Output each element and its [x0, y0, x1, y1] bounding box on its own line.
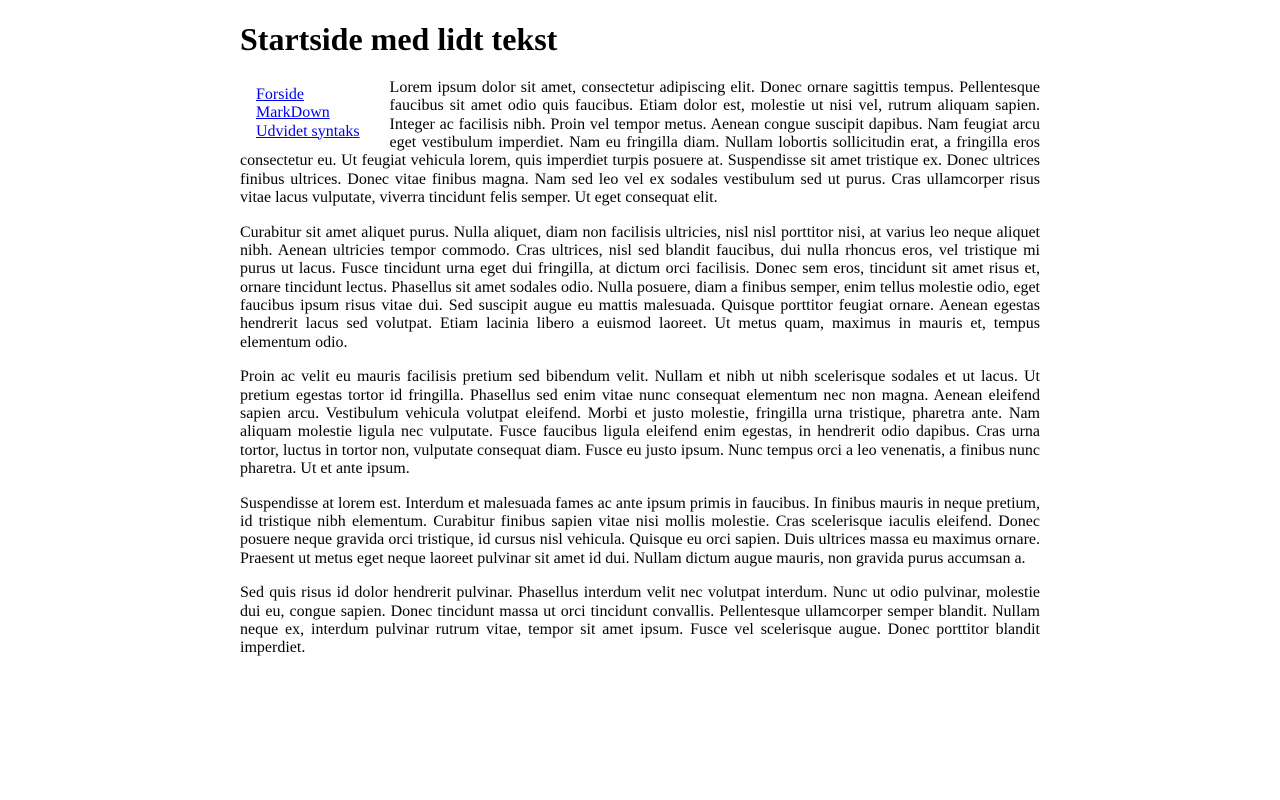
nav-link-forside[interactable]: Forside: [256, 85, 304, 103]
page-title: Startside med lidt tekst: [240, 21, 558, 57]
content-column: [240, 21, 1040, 658]
paragraph-proin: Proin ac velit eu mauris facilisis pretium sed bibendum velit. Nullam et nibh ut nibh scelerisque sodales et ut lacus. Ut pretium egestas tortor id fringilla. Phasellus sed enim vitae nunc consequat elementum nec non magna. Aenean eleifend sapien arcu. Vestibulum vehicula volutpat eleifend. Morbi et justo molestie, fringilla urna tristique, pharetra ante. Nam aliquam molestie ligula nec vulputate. Fusce faucibus ligula eleifend enim egestas, in hendrerit odio dapibus. Cras urna tortor, luctus in tortor non, vulputate consequat diam. Fusce eu justo ipsum. Nunc tempus orci a leo venenatis, a finibus nunc pharetra. Ut et ante ipsum.: [240, 368, 1040, 478]
paragraph-curabitur: Curabitur sit amet aliquet purus. Nulla aliquet, diam non facilisis ultricies, nisl nisl porttitor nisi, at varius leo neque aliquet nibh. Aenean ultricies tempor commodo. Cras ultrices, nisl sed blandit faucibus, dui nulla rhoncus eros, vel tristique mi purus ut lacus. Fusce tincidunt urna eget dui fringilla, at dictum orci facilisis. Donec sem eros, tincidunt sit amet risus et, ornare tincidunt lectus. Phasellus sit amet sodales odio. Nulla posuere, diam a finibus semper, enim tellus molestie odio, eget faucibus ipsum risus vitae dui. Sed suscipit augue eu mattis malesuada. Quisque porttitor feugiat ornare. Aenean egestas hendrerit lacus sed volutpat. Etiam lacinia libero a euismod laoreet. Ut metus quam, maximus in mauris et, tempus elementum odio.: [240, 223, 1040, 351]
nav-link-markdown[interactable]: MarkDown: [256, 104, 330, 122]
site-nav: [240, 79, 390, 143]
paragraph-sed-quis: Sed quis risus id dolor hendrerit pulvinar. Phasellus interdum velit nec volutpat interdum. Nunc ut odio pulvinar, molestie dui eu, congue sapien. Donec tincidunt massa ut orci tincidunt convallis. Pellentesque ullamcorper semper blandit. Nullam neque ex, interdum pulvinar rutrum vitae, tempor sit amet ipsum. Fusce vel scelerisque augue. Donec porttitor blandit imperdiet.: [240, 584, 1040, 657]
paragraph-lorem-ipsum: Lorem ipsum dolor sit amet, consectetur adipiscing elit. Donec ornare sagittis tempus. Pellentesque faucibus sit amet odio quis faucibus. Etiam dolor est, molestie ut nisi vel, rutrum aliquam sapien. Integer ac facilisis nibh. Proin vel tempor metus. Aenean congue suscipit dapibus. Nam feugiat arcu eget vestibulum imperdiet. Nam eu fringilla diam. Nullam lobortis sollicitudin erat, a fringilla eros consectetur eu. Ut feugiat vehicula lorem, quis imperdiet turpis posuere at. Suspendisse sit amet tristique ex. Donec ultrices finibus ultrices. Donec vitae finibus magna. Nam sed leo vel ex sodales vestibulum sed ut purus. Cras ullamcorper risus vitae lacus vulputate, viverra tincidunt felis semper. Ut eget consequat elit.: [240, 78, 1040, 207]
paragraph-suspendisse: Suspendisse at lorem est. Interdum et malesuada fames ac ante ipsum primis in faucibus. In finibus mauris in neque pretium, id tristique nibh elementum. Curabitur finibus sapien vitae nisi mollis molestie. Cras scelerisque iaculis eleifend. Donec posuere neque gravida orci tristique, id cursus nisl vehicula. Quisque eu orci sapien. Duis ultrices massa eu maximus ornare. Praesent ut metus eget neque laoreet pulvinar sit amet id dui. Nullam dictum augue mauris, non gravida purus accumsan a.: [240, 494, 1040, 567]
nav-link-udvidet-syntaks[interactable]: Udvidet syntaks: [256, 122, 360, 140]
